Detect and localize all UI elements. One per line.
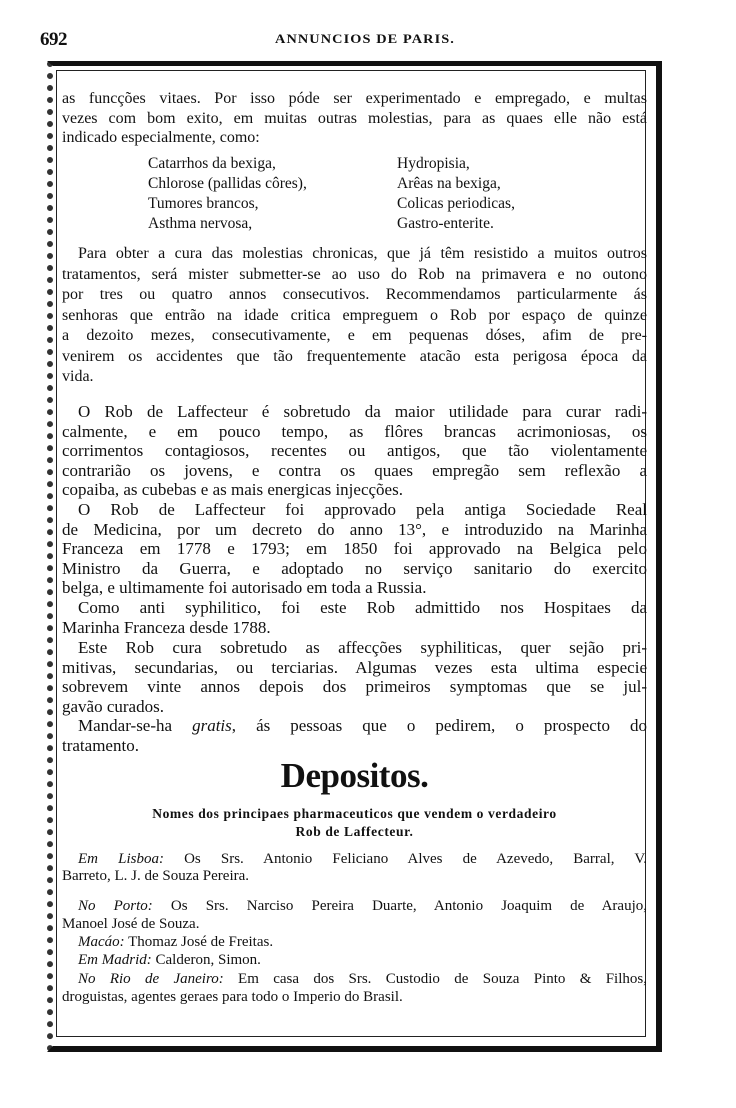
deposito-entry-line [78,851,647,868]
deposito-names: Em casa dos Srs. Custodio de Souza Pinto & Filhos, [223,971,647,987]
text-line: de Medicina, por um decreto do anno 13°, e introduzido na Marinha [62,519,647,539]
text-line: tratamentos, será mister submetter-se ao uso do Rob na primavera e no outono [62,265,647,283]
text-line: Franceza em 1778 e 1793; em 1850 foi approvado na Belgica pelo [62,539,647,559]
deposito-place: No Rio de Janeiro: [78,971,224,987]
text-line: sobrevem vinte annos depois dos primeiros symptomas que se jul- [62,677,647,697]
condition-item: Chlorose (pallidas côres), [148,175,307,192]
text-line [78,716,647,736]
condition-item: Catarrhos da bexiga, [148,155,276,172]
condition-item: Colicas periodicas, [397,195,515,212]
deposito-entry-line [78,898,647,915]
text-line: vezes com bom exito, em muitas outras molestias, para as quaes elle não está [62,109,647,127]
text-line: corrimentos contagiosos, recentes ou antigos, que tão violentamente [62,441,647,461]
text-line: mitivas, secundarias, ou terciarias. Algumas vezes esta ultima especie [62,657,647,677]
text-line: copaiba, as cubebas e as mais energicas injecções. [62,480,403,500]
condition-item: Gastro-enterite. [397,215,494,232]
text-line: belga, e ultimamente foi autorisado em toda a Russia. [62,578,427,598]
text-line: venirem os accidentes que tão frequentemente atacão esta perigosa época da [62,347,647,365]
deposito-entry-line [62,916,647,933]
deposito-names: Manoel José de Souza. [62,916,200,932]
condition-item: Tumores brancos, [148,195,259,212]
text-line: as funcções vitaes. Por isso póde ser experimentado e empregado, e multas [62,90,647,107]
deposito-place: Em Lisboa: [78,851,164,867]
deposito-names: Thomaz José de Freitas. [124,934,274,950]
deposito-place: No Porto: [78,898,153,914]
text-line: tratamento. [62,735,139,755]
deposito-place: Em Madrid: [78,952,152,968]
text-line: calmente, e em pouco tempo, as flôres brancas acrimoniosas, os [62,421,647,441]
deposito-entry-line [78,934,647,951]
deposito-names: Os Srs. Antonio Feliciano Alves de Azevedo, Barral, V. [163,851,647,867]
deposito-entry-line [62,989,647,1006]
text-segment: Mandar-se-ha [78,716,193,735]
deposito-names: Barreto, L. J. de Souza Pereira. [62,868,250,884]
depositos-heading: Depositos. [280,756,429,795]
text-line: gavão curados. [62,696,164,716]
text-segment: , ás pessoas que o pedirem, o prospecto do [231,716,647,735]
text-line: a dezoito mezes, consecutivamente, e em pequenas dóses, afim de pre- [62,327,647,344]
deposito-entry-line [78,971,647,988]
text-line: Este Rob cura sobretudo as affecções syphiliticas, quer sejão pri- [78,638,647,657]
text-line: indicado especialmente, como: [62,129,260,146]
page-number: 692 [40,29,67,50]
running-title: ANNUNCIOS DE PARIS. [275,31,455,46]
text-line: O Rob de Laffecteur é sobretudo da maior utilidade para curar radi- [78,402,647,421]
italic-word: gratis [192,716,232,735]
text-line: Como anti syphilitico, foi este Rob admittido nos Hospitaes da [78,598,647,617]
text-line: Para obter a cura das molestias chronicas, que já têm resistido a muitos outros [78,245,647,262]
deposito-names: Os Srs. Narciso Pereira Duarte, Antonio Joaquim de Araujo, [152,898,648,914]
text-line: senhoras que entrão na idade critica empreguem o Rob por espaço de quinze [62,306,647,324]
text-line: O Rob de Laffecteur foi approvado pela antiga Sociedade Real [78,500,647,519]
deposito-place: Macáo: [78,934,125,950]
condition-item: Arêas na bexiga, [397,175,501,192]
deposito-names: droguistas, agentes geraes para todo o Imperio do Brasil. [62,989,403,1005]
deposito-entry-line [78,952,647,969]
condition-item: Hydropisia, [397,155,470,172]
text-line: por tres ou quatro annos consecutivos. Recommendamos particularmente ás [62,286,647,303]
deposito-entry-line [62,868,647,885]
condition-item: Asthma nervosa, [148,215,253,232]
text-line: contrarião os jovens, e contra os quaes empregão sem reflexão a [62,460,647,480]
text-line: Marinha Franceza desde 1788. [62,617,271,637]
text-line: vida. [62,368,94,385]
depositos-subtitle: Nomes dos principaes pharmaceuticos que vendem o verdadeiro [152,806,557,821]
text-line: Ministro da Guerra, e adoptado no serviço sanitario do exercito [62,558,647,578]
depositos-subtitle: Rob de Laffecteur. [295,824,414,839]
deposito-names: Calderon, Simon. [151,952,261,968]
